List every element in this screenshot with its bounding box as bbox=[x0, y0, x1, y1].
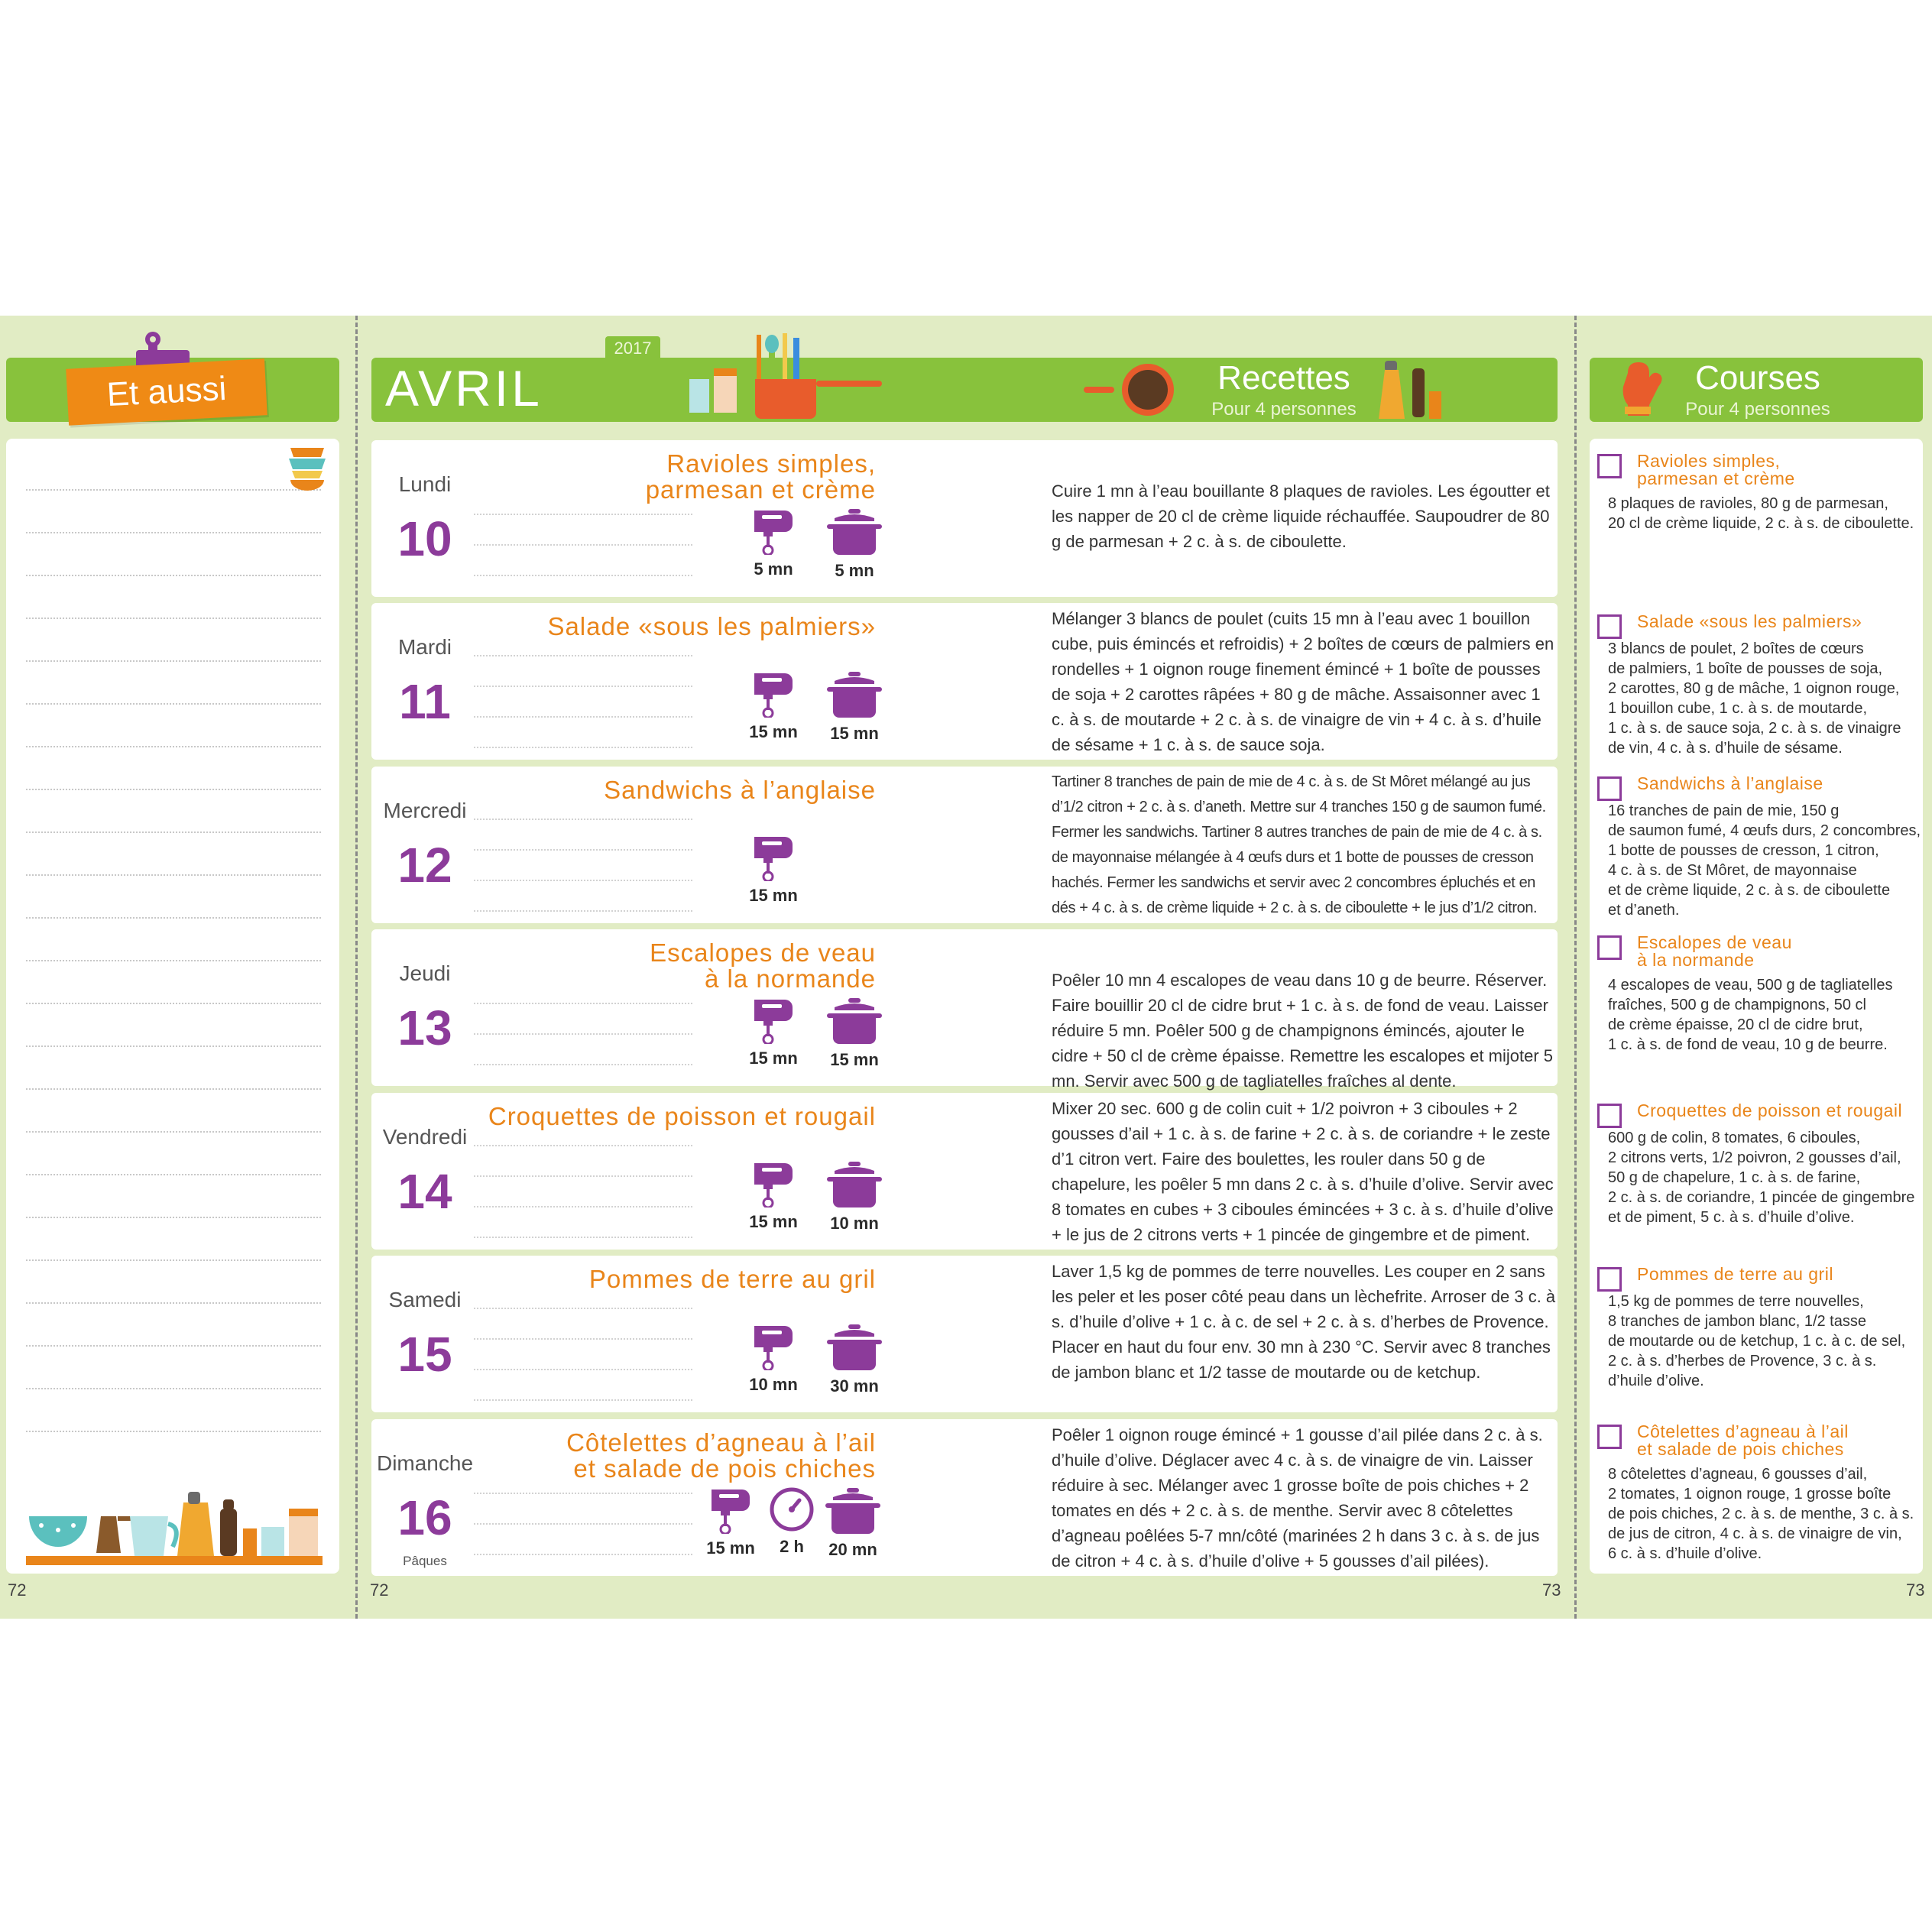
ruled-line bbox=[26, 1045, 321, 1047]
cooking-time-label: 15 mn bbox=[706, 1538, 755, 1558]
recipe-title bbox=[566, 1430, 876, 1482]
ingredient-line: de moutarde ou de ketchup, 1 c. à c. de sel, bbox=[1608, 1333, 1906, 1350]
pot-icon bbox=[824, 1323, 885, 1372]
day-name: Mardi bbox=[397, 635, 452, 659]
shopping-checkbox[interactable] bbox=[1597, 776, 1622, 801]
ingredient-line: 1 c. à s. de sauce soja, 2 c. à s. de vinaigre bbox=[1608, 720, 1901, 737]
ingredient-line: 20 cl de crème liquide, 2 c. à s. de ciboulette. bbox=[1608, 515, 1914, 532]
shopping-item-title bbox=[1637, 452, 1795, 488]
ingredient-line: 2 carottes, 80 g de mâche, 1 oignon rouge, bbox=[1608, 680, 1900, 697]
ruled-line bbox=[26, 1259, 321, 1261]
cooking-time-label: 15 mn bbox=[749, 722, 798, 741]
shopping-ingredients bbox=[1608, 1464, 1929, 1564]
ingredient-line: de palmiers, 1 boîte de pousses de soja, bbox=[1608, 660, 1883, 677]
day-name: Dimanche bbox=[376, 1451, 474, 1475]
dotted-line bbox=[474, 849, 692, 851]
day-number: 13 bbox=[397, 1000, 452, 1055]
dotted-line bbox=[474, 655, 692, 656]
ingredient-line: et de crème liquide, 2 c. à s. de ciboulette bbox=[1608, 882, 1891, 899]
ingredient-line: de saumon fumé, 4 œufs durs, 2 concombres, bbox=[1608, 822, 1921, 839]
day-number: 12 bbox=[397, 838, 452, 893]
kitchen-utensils-shelf-icon bbox=[26, 1486, 323, 1567]
day-name: Samedi bbox=[388, 1288, 462, 1311]
day-row bbox=[371, 603, 1558, 760]
dotted-line bbox=[474, 1175, 692, 1177]
dotted-line bbox=[474, 544, 692, 546]
shopping-item-title-line: Sandwichs à l’anglaise bbox=[1637, 773, 1823, 793]
shopping-item-title bbox=[1637, 1102, 1902, 1120]
day-name: Vendredi bbox=[382, 1125, 468, 1149]
page-divider bbox=[355, 316, 358, 1619]
ruled-line bbox=[26, 831, 321, 833]
pot-icon bbox=[824, 1160, 885, 1209]
dotted-line bbox=[474, 1064, 692, 1065]
shopping-item-title bbox=[1637, 775, 1823, 793]
shopping-item-title-line: et salade de pois chiches bbox=[1637, 1439, 1844, 1459]
recipe-instructions: Mixer 20 sec. 600 g de colin cuit + 1/2 poivron + 3 ciboules + 2 gousses d’ail + 1 c. à s. de farine + 2 c. à s. de coriandre + le zeste d’1 citron vert. Faire des boulettes, les rouler dans 50 g de chapelure, les poêler 5 mn dans 2 c. à s. d’huile d’olive. Servir avec 8 tomates en cubes + 3 ciboules émincées + 3 c. à s. d’huile d’olive + le jus de 2 citrons verts + 1 pincée de gingembre et de piment. bbox=[1052, 1099, 1554, 1244]
timer-icon bbox=[761, 1486, 822, 1532]
recipe-instructions: Tartiner 8 tranches de pain de mie de 4 c. à s. de St Môret mélangé au jus d’1/2 citron + 2 c. à s. d’aneth. Mettre sur 4 tranches 150 g de saumon fumé. Fermer les sandwichs. Tartiner 8 autres tranches de pain de mie de 4 c. à s. de mayonnaise mélangée à 4 œufs durs et 1 botte de pousses de cresson hachés. Fermer les sandwichs et servir avec 2 concombres épluchés et en dés + 4 c. à s. de crème liquide + 2 c. à s. de ciboulette + le jus d’1/2 citron. bbox=[1052, 773, 1546, 916]
recipe-title-line: Pommes de terre au gril bbox=[588, 1265, 876, 1293]
cooking-time bbox=[743, 670, 804, 742]
ingredient-line: 600 g de colin, 8 tomates, 6 ciboules, bbox=[1608, 1130, 1861, 1146]
recipe-title-line: et salade de pois chiches bbox=[573, 1454, 876, 1483]
ruled-line bbox=[26, 789, 321, 790]
dotted-line bbox=[474, 1308, 692, 1309]
day-row bbox=[371, 767, 1558, 923]
page-number: 73 bbox=[1542, 1580, 1561, 1600]
cooking-time bbox=[824, 670, 885, 744]
recettes-title: Recettes bbox=[1217, 359, 1350, 397]
cooking-time-label: 15 mn bbox=[749, 1212, 798, 1231]
pot-icon bbox=[822, 1486, 883, 1535]
ingredient-line: 1,5 kg de pommes de terre nouvelles, bbox=[1608, 1293, 1864, 1310]
ingredient-line: 4 c. à s. de St Môret, de mayonnaise bbox=[1608, 862, 1857, 879]
recipe-title-line: Salade «sous les palmiers» bbox=[547, 612, 876, 640]
cooking-time bbox=[824, 507, 885, 581]
shopping-item-title bbox=[1637, 1266, 1833, 1283]
oven-mitt-icon bbox=[1617, 362, 1668, 419]
cooking-time bbox=[700, 1486, 761, 1558]
ruled-line bbox=[26, 1217, 321, 1218]
dotted-line bbox=[474, 514, 692, 515]
ruled-line bbox=[26, 1088, 321, 1090]
ingredient-line: 2 c. à s. de coriandre, 1 pincée de gingembre bbox=[1608, 1189, 1915, 1206]
cooking-time bbox=[824, 1323, 885, 1396]
cooking-time bbox=[743, 507, 804, 579]
recipe-title-line: à la normande bbox=[705, 964, 876, 993]
shopping-ingredients bbox=[1608, 639, 1929, 758]
shopping-ingredients bbox=[1608, 975, 1929, 1055]
ruled-line bbox=[26, 489, 321, 491]
day-row bbox=[371, 1419, 1558, 1576]
mixer-icon bbox=[743, 834, 804, 881]
shopping-item-title-line: parmesan et crème bbox=[1637, 468, 1795, 488]
pot-icon bbox=[824, 997, 885, 1045]
recipe-title bbox=[646, 451, 876, 503]
ruled-line bbox=[26, 1345, 321, 1347]
month-title: AVRIL bbox=[385, 360, 543, 417]
ruled-line bbox=[26, 1003, 321, 1004]
day-name: Mercredi bbox=[383, 799, 467, 822]
ingredient-line: 2 citrons verts, 1/2 poivron, 2 gousses d’ail, bbox=[1608, 1149, 1901, 1166]
recipe-title-line: Escalopes de veau bbox=[650, 938, 876, 967]
mixer-icon bbox=[743, 997, 804, 1044]
courses-subtitle: Pour 4 personnes bbox=[1685, 399, 1830, 420]
shopping-checkbox[interactable] bbox=[1597, 1267, 1622, 1292]
day-row bbox=[371, 929, 1558, 1091]
recipe-instructions: Poêler 1 oignon rouge émincé + 1 gousse d’ail pilée dans 2 c. à s. d’huile d’olive. Déglacer avec 4 c. à s. de vinaigre de vin. Laisser réduire à sec. Mélanger avec 1 grosse boîte de pois chiches + 2 tomates en dés + 2 c. à s. de menthe. Servir avec 8 côtelettes d’agneau poêlées 5-7 mn/côté (marinées 2 h dans 3 c. à s. de jus de citron + 4 c. à s. d’huile d’olive + 5 gousses d’ail pilées). bbox=[1052, 1425, 1543, 1571]
dotted-line bbox=[474, 819, 692, 820]
ingredient-line: 8 côtelettes d’agneau, 6 gousses d’ail, bbox=[1608, 1466, 1868, 1483]
recipe-instructions: Cuire 1 mn à l’eau bouillante 8 plaques de ravioles. Les égoutter et les napper de 20 cl de crème liquide réchauffée. Saupoudrer de 80 g de parmesan + 2 c. à s. de ciboulette. bbox=[1052, 481, 1550, 551]
notes-card bbox=[6, 439, 339, 1574]
recipe-title-line: Sandwichs à l’anglaise bbox=[604, 776, 876, 804]
mixer-icon bbox=[743, 1323, 804, 1370]
day-row bbox=[371, 440, 1558, 597]
day-row bbox=[371, 1093, 1558, 1250]
ingredient-line: 8 plaques de ravioles, 80 g de parmesan, bbox=[1608, 495, 1888, 512]
recipe-instructions: Poêler 10 mn 4 escalopes de veau dans 10 g de beurre. Réserver. Faire bouillir 20 cl de cidre brut + 1 c. à s. de fond de veau. Laisser réduire 5 mn. Poêler 500 g de champignons émincés, ajouter le cidre + 50 cl de crème épaisse. Remettre les escalopes et mijoter 5 mn. Servir avec 500 g de tagliatelles fraîches al dente. bbox=[1052, 971, 1554, 1091]
ingredient-line: et de piment, 5 c. à s. d’huile d’olive. bbox=[1608, 1209, 1855, 1226]
mixer-icon bbox=[743, 507, 804, 555]
page-divider bbox=[1574, 316, 1577, 1619]
bowls-stack-icon bbox=[286, 442, 329, 492]
cooking-time bbox=[743, 1323, 804, 1395]
page-number: 72 bbox=[370, 1580, 389, 1600]
dotted-line bbox=[474, 747, 692, 748]
recipe-title-line: Ravioles simples, bbox=[666, 449, 876, 478]
day-number: 11 bbox=[399, 674, 451, 729]
ingredient-line: et d’aneth. bbox=[1608, 902, 1680, 919]
cooking-time-label: 15 mn bbox=[830, 724, 879, 743]
dotted-line bbox=[474, 880, 692, 881]
shopping-item-title-line: à la normande bbox=[1637, 950, 1755, 970]
ingredient-line: de pois chiches, 2 c. à s. de menthe, 3 c. à s. bbox=[1608, 1506, 1914, 1522]
dotted-line bbox=[474, 1493, 692, 1494]
cooking-time bbox=[822, 1486, 883, 1560]
ruled-line bbox=[26, 1388, 321, 1389]
ingredient-line: de vin, 4 c. à s. d’huile de sésame. bbox=[1608, 740, 1843, 757]
ruled-line bbox=[26, 575, 321, 576]
cooking-time bbox=[743, 834, 804, 906]
ruled-line bbox=[26, 917, 321, 919]
shopping-ingredients bbox=[1608, 1292, 1929, 1391]
ingredient-line: 1 bouillon cube, 1 c. à s. de moutarde, bbox=[1608, 700, 1868, 717]
ruled-line bbox=[26, 1174, 321, 1175]
ingredient-line: 2 c. à s. d’herbes de Provence, 3 c. à s. bbox=[1608, 1353, 1877, 1370]
ruled-line bbox=[26, 960, 321, 961]
recipe-title bbox=[589, 1266, 876, 1292]
cooking-time-label: 15 mn bbox=[749, 1049, 798, 1068]
recipe-title-line: Croquettes de poisson et rougail bbox=[488, 1102, 876, 1130]
dotted-line bbox=[474, 686, 692, 687]
recipe-title-line: Côtelettes d’agneau à l’ail bbox=[566, 1428, 876, 1457]
shopping-item-title-line: Ravioles simples, bbox=[1637, 451, 1781, 471]
day-row bbox=[371, 1256, 1558, 1412]
cooking-time-label: 15 mn bbox=[830, 1050, 879, 1069]
shopping-ingredients bbox=[1608, 801, 1929, 920]
cooking-time-label: 15 mn bbox=[749, 886, 798, 905]
day-number: 16 bbox=[397, 1490, 452, 1545]
cooking-time bbox=[824, 997, 885, 1070]
shopping-item-title bbox=[1637, 934, 1792, 969]
shopping-ingredients bbox=[1608, 494, 1929, 533]
ingredient-line: 8 tranches de jambon blanc, 1/2 tasse bbox=[1608, 1313, 1866, 1330]
day-number: 15 bbox=[397, 1327, 452, 1382]
ruled-line bbox=[26, 1131, 321, 1133]
cooking-time bbox=[743, 1160, 804, 1232]
day-number: 14 bbox=[397, 1164, 452, 1219]
shopping-item-title-line: Pommes de terre au gril bbox=[1637, 1264, 1833, 1284]
shopping-checkbox[interactable] bbox=[1597, 1104, 1622, 1128]
day-name: Jeudi bbox=[399, 961, 451, 985]
cooking-time-label: 30 mn bbox=[830, 1376, 879, 1396]
shopping-item-title-line: Côtelettes d’agneau à l’ail bbox=[1637, 1421, 1849, 1441]
shopping-checkbox[interactable] bbox=[1597, 935, 1622, 960]
dotted-line bbox=[474, 575, 692, 576]
recipe-title bbox=[547, 614, 876, 640]
shopping-item-title-line: Escalopes de veau bbox=[1637, 932, 1792, 952]
ruled-line bbox=[26, 660, 321, 662]
cooking-time-label: 2 h bbox=[780, 1537, 804, 1556]
dotted-line bbox=[474, 1206, 692, 1208]
ruled-line bbox=[26, 746, 321, 747]
cooking-time-label: 5 mn bbox=[835, 561, 874, 580]
ruled-line bbox=[26, 1431, 321, 1432]
page-number: 72 bbox=[8, 1580, 27, 1600]
ruled-line bbox=[26, 874, 321, 876]
dotted-line bbox=[474, 1003, 692, 1004]
cooking-time-label: 5 mn bbox=[754, 559, 793, 579]
ruled-line bbox=[26, 532, 321, 533]
cooking-time bbox=[824, 1160, 885, 1233]
recipe-title bbox=[488, 1104, 876, 1130]
ingredient-line: 6 c. à s. d’huile d’olive. bbox=[1608, 1545, 1762, 1562]
shopping-item-title bbox=[1637, 1423, 1849, 1458]
pot-with-utensils-icon bbox=[686, 333, 885, 420]
recettes-subtitle: Pour 4 personnes bbox=[1211, 399, 1357, 420]
cooking-time-label: 10 mn bbox=[749, 1375, 798, 1394]
ingredient-line: 3 blancs de poulet, 2 boîtes de cœurs bbox=[1608, 640, 1864, 657]
recipe-instructions: Laver 1,5 kg de pommes de terre nouvelles. Les couper en 2 sans les peler et les poser côté peau dans un lèchefrite. Arroser de 3 c. à s. d’huile d’olive + 1 c. à c. de sel + 2 c. à s. d’herbes de Provence. Placer en haut du four env. 30 mn à 230 °C. Servir avec 8 tranches de jambon blanc et 1/2 tasse de moutarde ou de ketchup. bbox=[1052, 1262, 1556, 1382]
shopping-item-title-line: Croquettes de poisson et rougail bbox=[1637, 1101, 1903, 1120]
recipe-title bbox=[604, 777, 876, 803]
cooking-time bbox=[761, 1486, 822, 1557]
shopping-checkbox[interactable] bbox=[1597, 1425, 1622, 1449]
year-label: 2017 bbox=[605, 336, 660, 361]
ingredient-line: de crème épaisse, 20 cl de cidre brut, bbox=[1608, 1016, 1863, 1033]
mixer-icon bbox=[743, 1160, 804, 1208]
dotted-line bbox=[474, 716, 692, 718]
dotted-line bbox=[474, 1399, 692, 1401]
cooking-time bbox=[743, 997, 804, 1068]
dotted-line bbox=[474, 1145, 692, 1146]
dotted-line bbox=[474, 1237, 692, 1238]
ingredient-line: 4 escalopes de veau, 500 g de tagliatelles bbox=[1608, 977, 1893, 994]
shopping-item-title-line: Salade «sous les palmiers» bbox=[1637, 611, 1862, 631]
frying-pan-icon bbox=[1084, 364, 1183, 419]
recipe-title bbox=[650, 940, 876, 992]
ingredient-line: de jus de citron, 4 c. à s. de vinaigre de vin, bbox=[1608, 1525, 1902, 1542]
pot-icon bbox=[824, 670, 885, 719]
day-number: 10 bbox=[397, 511, 452, 566]
pot-icon bbox=[824, 507, 885, 556]
ingredient-line: 50 g de chapelure, 1 c. à s. de farine, bbox=[1608, 1169, 1861, 1186]
mixer-icon bbox=[700, 1486, 761, 1534]
mixer-icon bbox=[743, 670, 804, 718]
recipe-title-line: parmesan et crème bbox=[645, 475, 876, 504]
courses-title: Courses bbox=[1695, 359, 1820, 397]
page-number: 73 bbox=[1906, 1580, 1925, 1600]
dotted-line bbox=[474, 1369, 692, 1370]
ingredient-line: 2 tomates, 1 oignon rouge, 1 grosse boîte bbox=[1608, 1486, 1891, 1502]
ingredient-line: 1 c. à s. de fond de veau, 10 g de beurre. bbox=[1608, 1036, 1888, 1053]
cooking-time-label: 10 mn bbox=[830, 1214, 879, 1233]
dotted-line bbox=[474, 1554, 692, 1555]
day-name: Lundi bbox=[398, 472, 452, 496]
dotted-line bbox=[474, 1338, 692, 1340]
dotted-line bbox=[474, 1033, 692, 1035]
ingredient-line: fraîches, 500 g de champignons, 50 cl bbox=[1608, 997, 1866, 1013]
grater-and-mill-icon bbox=[1374, 361, 1444, 419]
dotted-line bbox=[474, 910, 692, 912]
ruled-line bbox=[26, 703, 321, 705]
ingredient-line: d’huile d’olive. bbox=[1608, 1373, 1704, 1389]
ruled-line bbox=[26, 1302, 321, 1304]
ingredient-line: 1 botte de pousses de cresson, 1 citron, bbox=[1608, 842, 1879, 859]
et-aussi-tag: Et aussi bbox=[66, 358, 267, 426]
dotted-line bbox=[474, 1523, 692, 1525]
shopping-item-title bbox=[1637, 613, 1862, 630]
shopping-ingredients bbox=[1608, 1128, 1929, 1227]
shopping-checkbox[interactable] bbox=[1597, 614, 1622, 639]
shopping-checkbox[interactable] bbox=[1597, 454, 1622, 478]
cooking-time-label: 20 mn bbox=[828, 1540, 877, 1559]
recipe-instructions: Mélanger 3 blancs de poulet (cuits 15 mn à l’eau avec 1 bouillon cube, puis émincés et refroidis) + 2 boîtes de cœurs de palmiers en rondelles + 1 oignon rouge finement émincé + 1 boîte de pousses de soja + 2 carottes râpées + 80 g de mâche. Assaisonner avec 1 c. à s. de moutarde + 2 c. à s. de vinaigre de vin + 4 c. à s. d’huile de sésame + 1 c. à s. de sauce soja. bbox=[1052, 609, 1554, 754]
ruled-line bbox=[26, 618, 321, 619]
ingredient-line: 16 tranches de pain de mie, 150 g bbox=[1608, 802, 1840, 819]
holiday-label: Pâques bbox=[403, 1554, 447, 1568]
